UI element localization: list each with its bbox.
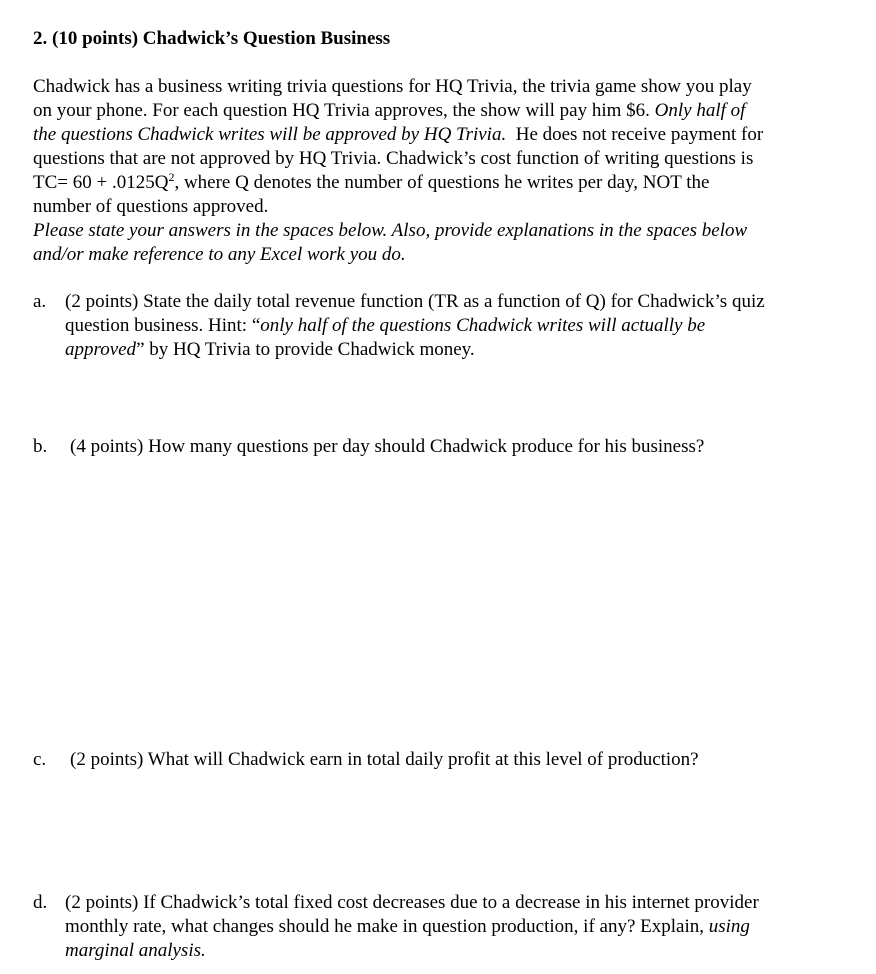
question-text (70, 748, 699, 772)
instructions-line: Please state your answers in the spaces below. Also, provide explanations in the spaces below (33, 220, 748, 241)
question-line (65, 915, 759, 939)
question-marker: d. (33, 892, 48, 913)
question-text-run: monthly rate, what changes should he make in question production, if any? Explain, (65, 916, 709, 937)
intro-italic-text: Only half of (654, 100, 746, 121)
emphasis-italic-text: using (708, 916, 750, 937)
question-heading: 2. (10 points) Chadwick’s Question Business (33, 28, 391, 49)
question-line: (2 points) What will Chadwick earn in total daily profit at this level of production? (70, 749, 699, 770)
intro-text: on your phone. For each question HQ Trivia approves, the show will pay him $6. (33, 100, 655, 121)
question-text-run: ” by HQ Trivia to provide Chadwick money. (136, 339, 475, 360)
question-text (65, 290, 765, 362)
question-c (33, 748, 853, 774)
question-line (65, 314, 765, 338)
instructions-line: and/or make reference to any Excel work you do. (33, 244, 406, 265)
hint-italic-text: approved (65, 339, 137, 360)
intro-italic-text: the questions Chadwick writes will be approved by HQ Trivia. (33, 124, 507, 145)
intro-line: Chadwick has a business writing trivia questions for HQ Trivia, the trivia game show you play (33, 76, 752, 97)
question-marker: a. (33, 291, 47, 312)
question-line (65, 338, 765, 362)
intro-line (33, 171, 853, 195)
question-marker: b. (33, 436, 48, 457)
intro-line: questions that are not approved by HQ Trivia. Chadwick’s cost function of writing questions is (33, 148, 754, 169)
question-text-run: question business. Hint: “ (65, 315, 261, 336)
question-line: (2 points) If Chadwick’s total fixed cost decreases due to a decrease in his internet provider (65, 892, 759, 913)
question-line: (2 points) State the daily total revenue function (TR as a function of Q) for Chadwick’s quiz (65, 291, 765, 312)
intro-text: He does not receive payment for (506, 124, 764, 145)
hint-italic-text: only half of the questions Chadwick writes will actually be (260, 315, 706, 336)
intro-text: , where Q denotes the number of questions he writes per day, NOT the (174, 172, 710, 193)
question-text (70, 435, 704, 459)
intro-line (33, 99, 853, 123)
question-b (33, 435, 853, 461)
question-marker: c. (33, 749, 47, 770)
exponent: 2 (168, 170, 175, 184)
cost-function-text: TC= 60 + .0125Q (33, 172, 169, 193)
problem-intro (33, 75, 853, 267)
question-text (65, 891, 759, 963)
intro-line: number of questions approved. (33, 196, 269, 217)
question-line: marginal analysis. (65, 940, 206, 961)
intro-line (33, 123, 853, 147)
question-a (33, 290, 853, 364)
question-d (33, 891, 853, 965)
question-line: (4 points) How many questions per day should Chadwick produce for his business? (70, 436, 705, 457)
